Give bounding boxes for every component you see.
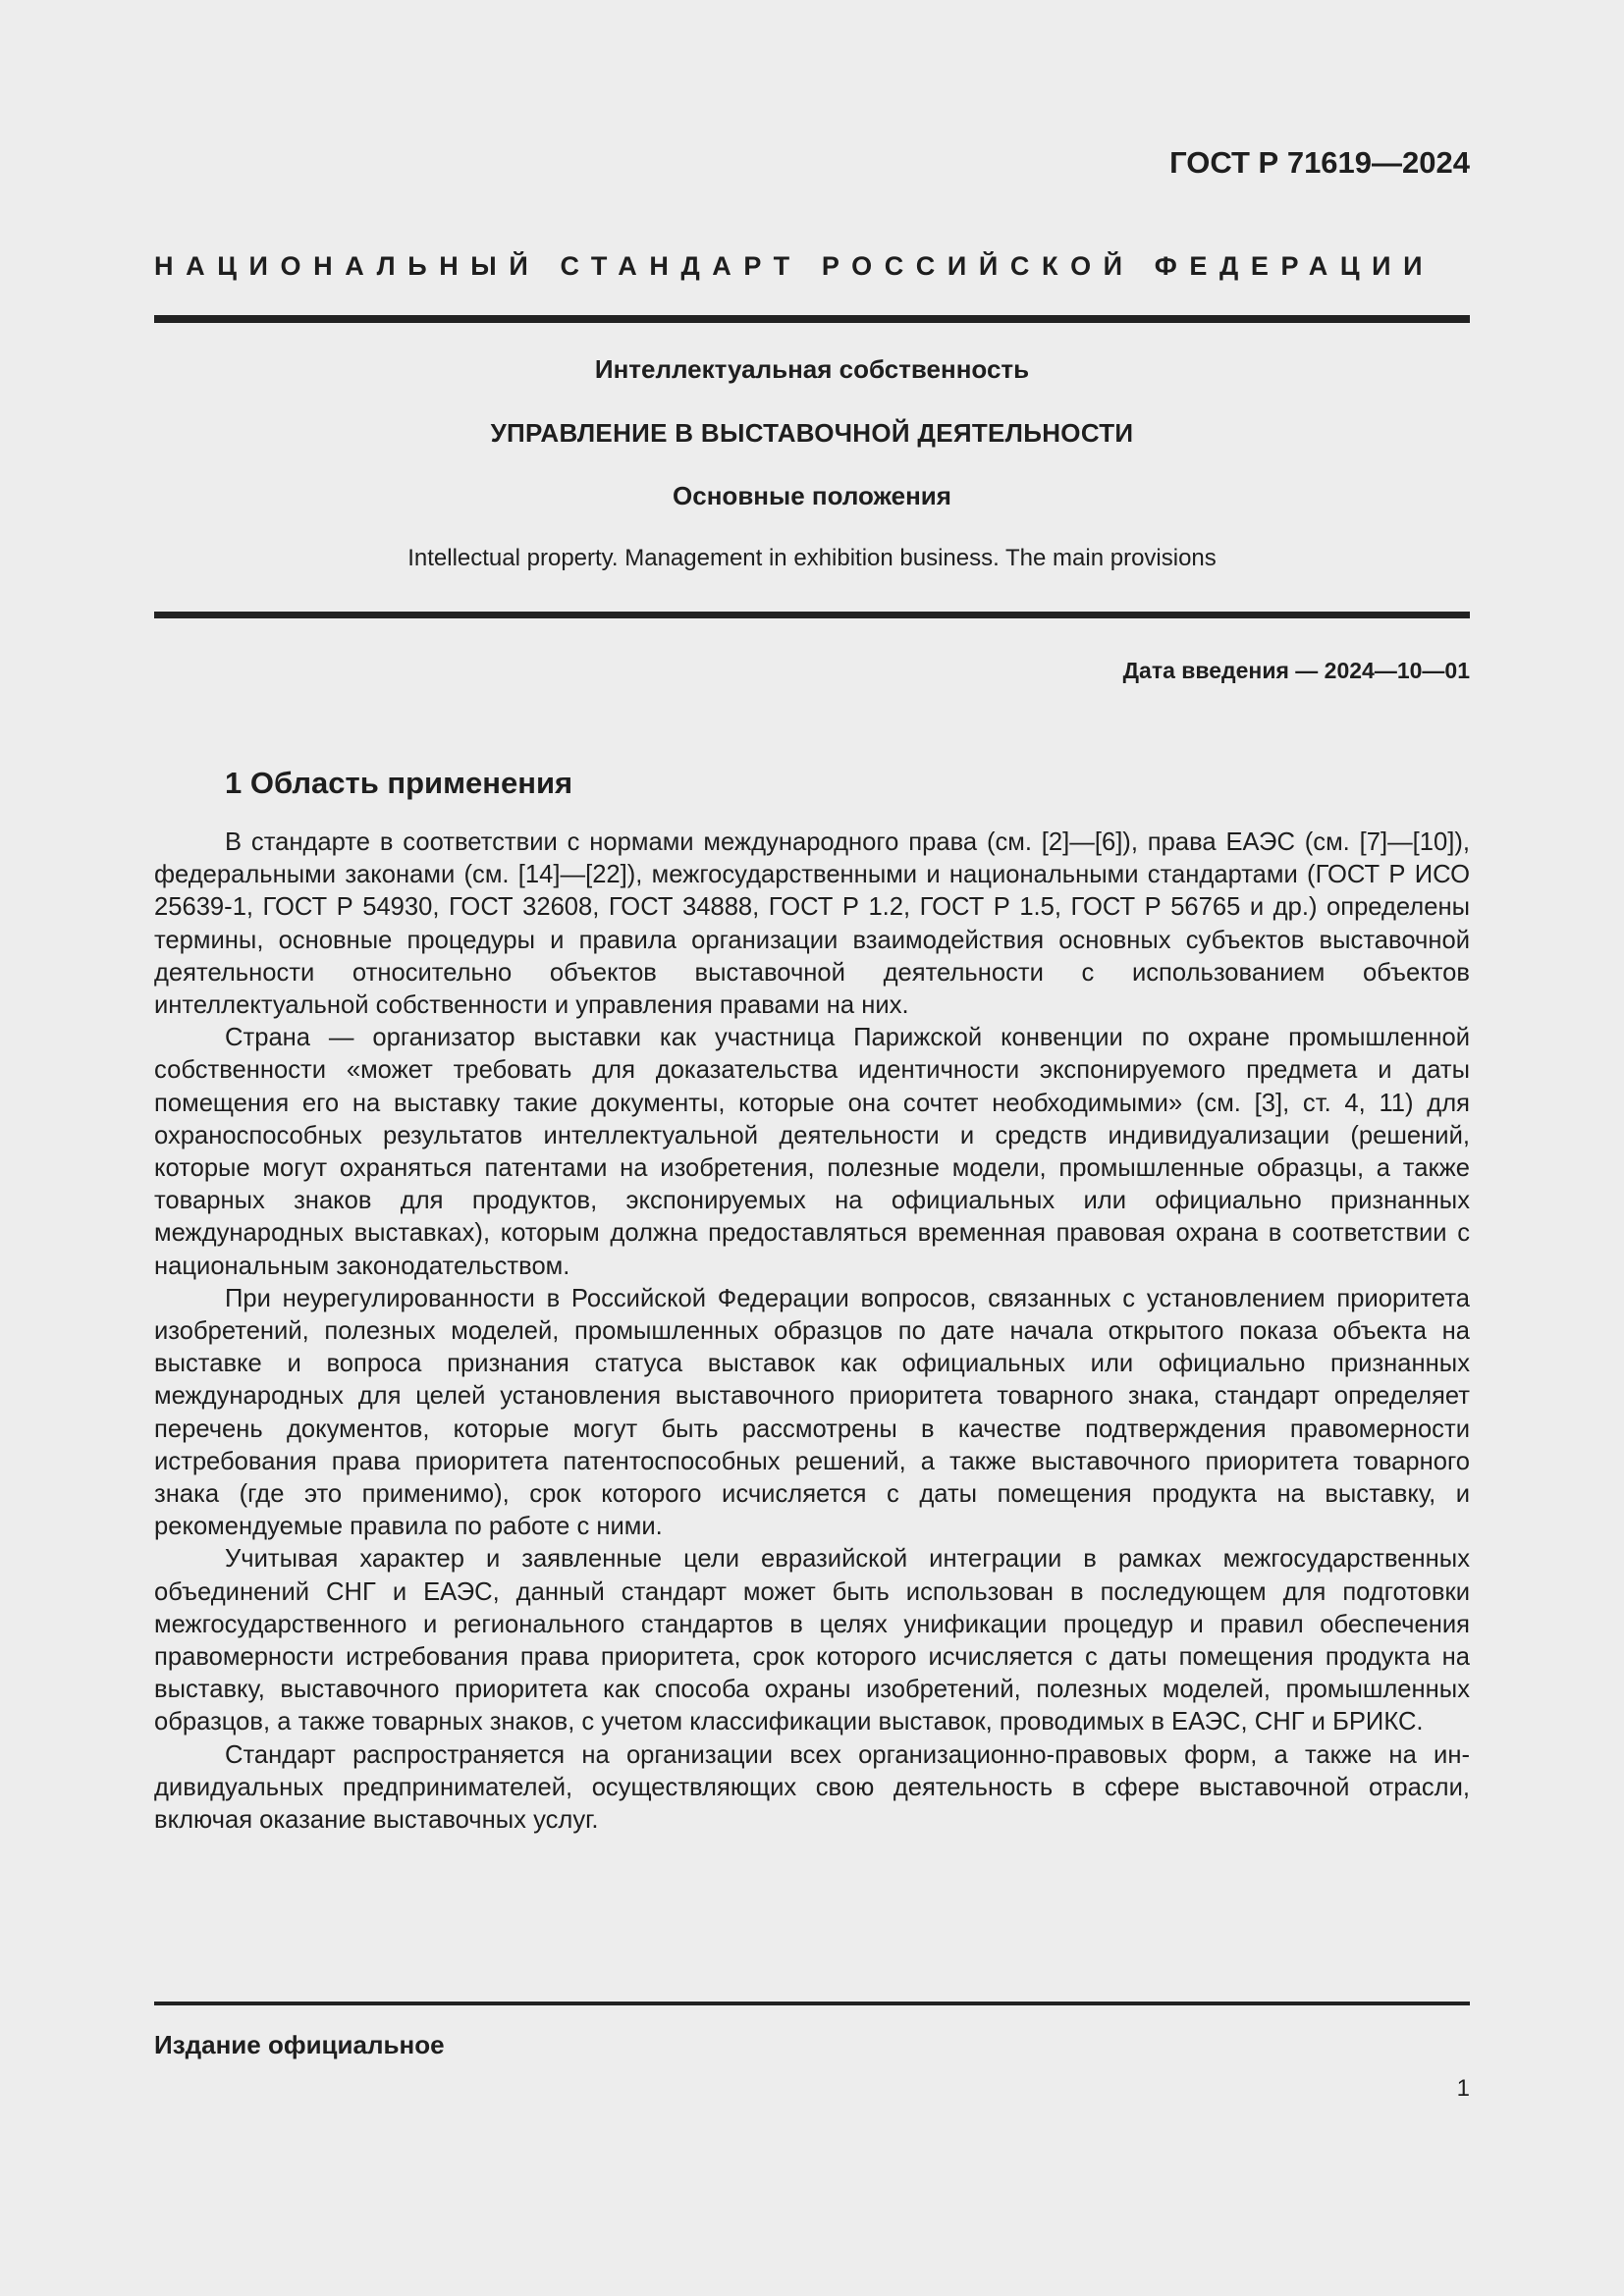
body-paragraph: В стандарте в соответствии с нормами международного права (см. [2]—[6]), права ЕАЭС (см. [7]—[10]), федеральными законами (см. [14]—[22]), межгосударственными и национальными стандартами (ГОСТ Р ИСО 25639-1, ГОСТ Р 54930, ГОСТ 32608, ГОСТ 34888, ГОСТ Р 1.2, ГОСТ Р 1.5, ГОСТ Р 56765 и др.) определены термины, основные процедуры и правила организации взаимодействия основных субъектов выставочной деятельности относительно объектов выставочной деятельности с использованием объектов интеллектуальной собственности и управления правами на них. xyxy=(154,828,1470,1020)
footer-divider xyxy=(154,2002,1470,2005)
edition-label: Издание официальное xyxy=(154,2030,445,2059)
page-number: 1 xyxy=(1456,2075,1470,2102)
introduction-date: Дата введения — 2024—10—01 xyxy=(1122,658,1470,683)
body-paragraph: При неурегулированности в Российской Федерации вопросов, связанных с установлением приоритета изобретений, полезных моделей, промышленных образцов по дате начала открытого показа объекта на выставке и вопроса признания статуса выставок как официальных или официально признанных международных для целей установления выставочного приоритета товарного знака, стандарт определяет перечень документов, которые могут быть рассмотрены в качестве подтверждения правомерности истребования права приоритета патентоспособных решений, а также выставочного приоритета товарного знака (где это применимо), срок которого исчисляется с даты помещения продукта на выставку, и рекомендуемые правила по работе с ними. xyxy=(154,1284,1470,1541)
body-paragraph: Стандарт распространяется на организации всех организационно-правовых форм, а также на индивидуальных предпринимателей, осуществляющих свою деятельность в сфере выставочной отрасли, включая оказание выставочных услуг. xyxy=(154,1740,1470,1835)
national-standard-heading: НАЦИОНАЛЬНЫЙ СТАНДАРТ РОССИЙСКОЙ ФЕДЕРАЦИИ xyxy=(154,251,1435,281)
section-heading: 1 Область применения xyxy=(225,766,573,800)
english-title: Intellectual property. Management in exhibition business. The main provisions xyxy=(407,545,1217,571)
sub-title: Основные положения xyxy=(673,481,951,510)
title-divider xyxy=(154,612,1470,618)
subject-title: Интеллектуальная собственность xyxy=(594,354,1030,384)
document-number: ГОСТ Р 71619—2024 xyxy=(1169,145,1470,180)
body-paragraph: Страна — организатор выставки как участница Парижской конвенции по охране промышленной собственности «может требовать для доказательства идентичности экспонируемого предмета и даты помещения его на выставку такие документы, которые она сочтет необходимыми» (см. [3], ст. 4, 11) для охраноспособных результатов интеллектуальной деятельности и средств индивидуализации (решений, которые могут охраняться патентами на изобретения, полезные модели, промышленные образцы, а также товарных знаков для продуктов, экспонируемых на официальных или официально признанных международных выставках), которым должна предоставляться временная правовая охрана в соответствии с национальным законодательством. xyxy=(154,1024,1470,1280)
top-divider xyxy=(154,315,1470,323)
main-title: УПРАВЛЕНИЕ В ВЫСТАВОЧНОЙ ДЕЯТЕЛЬНОСТИ xyxy=(490,418,1134,448)
body-paragraph: Учитывая характер и заявленные цели евразийской интеграции в рамках межгосударственных объединений СНГ и ЕАЭС, данный стандарт может быть использован в последующем для подготовки межгосударственного и регионального стандартов в целях унификации процедур и правил обеспечения правомерности истребования права приоритета, срок которого исчисляется с даты помещения продукта на выставку, выставочного приоритета как способа охраны изобретений, полезных моделей, промышленных образцов, а также товарных знаков, с учетом классификации выставок, проводимых в ЕАЭС, СНГ и БРИКС. xyxy=(154,1545,1470,1736)
section-body xyxy=(154,827,1470,1837)
